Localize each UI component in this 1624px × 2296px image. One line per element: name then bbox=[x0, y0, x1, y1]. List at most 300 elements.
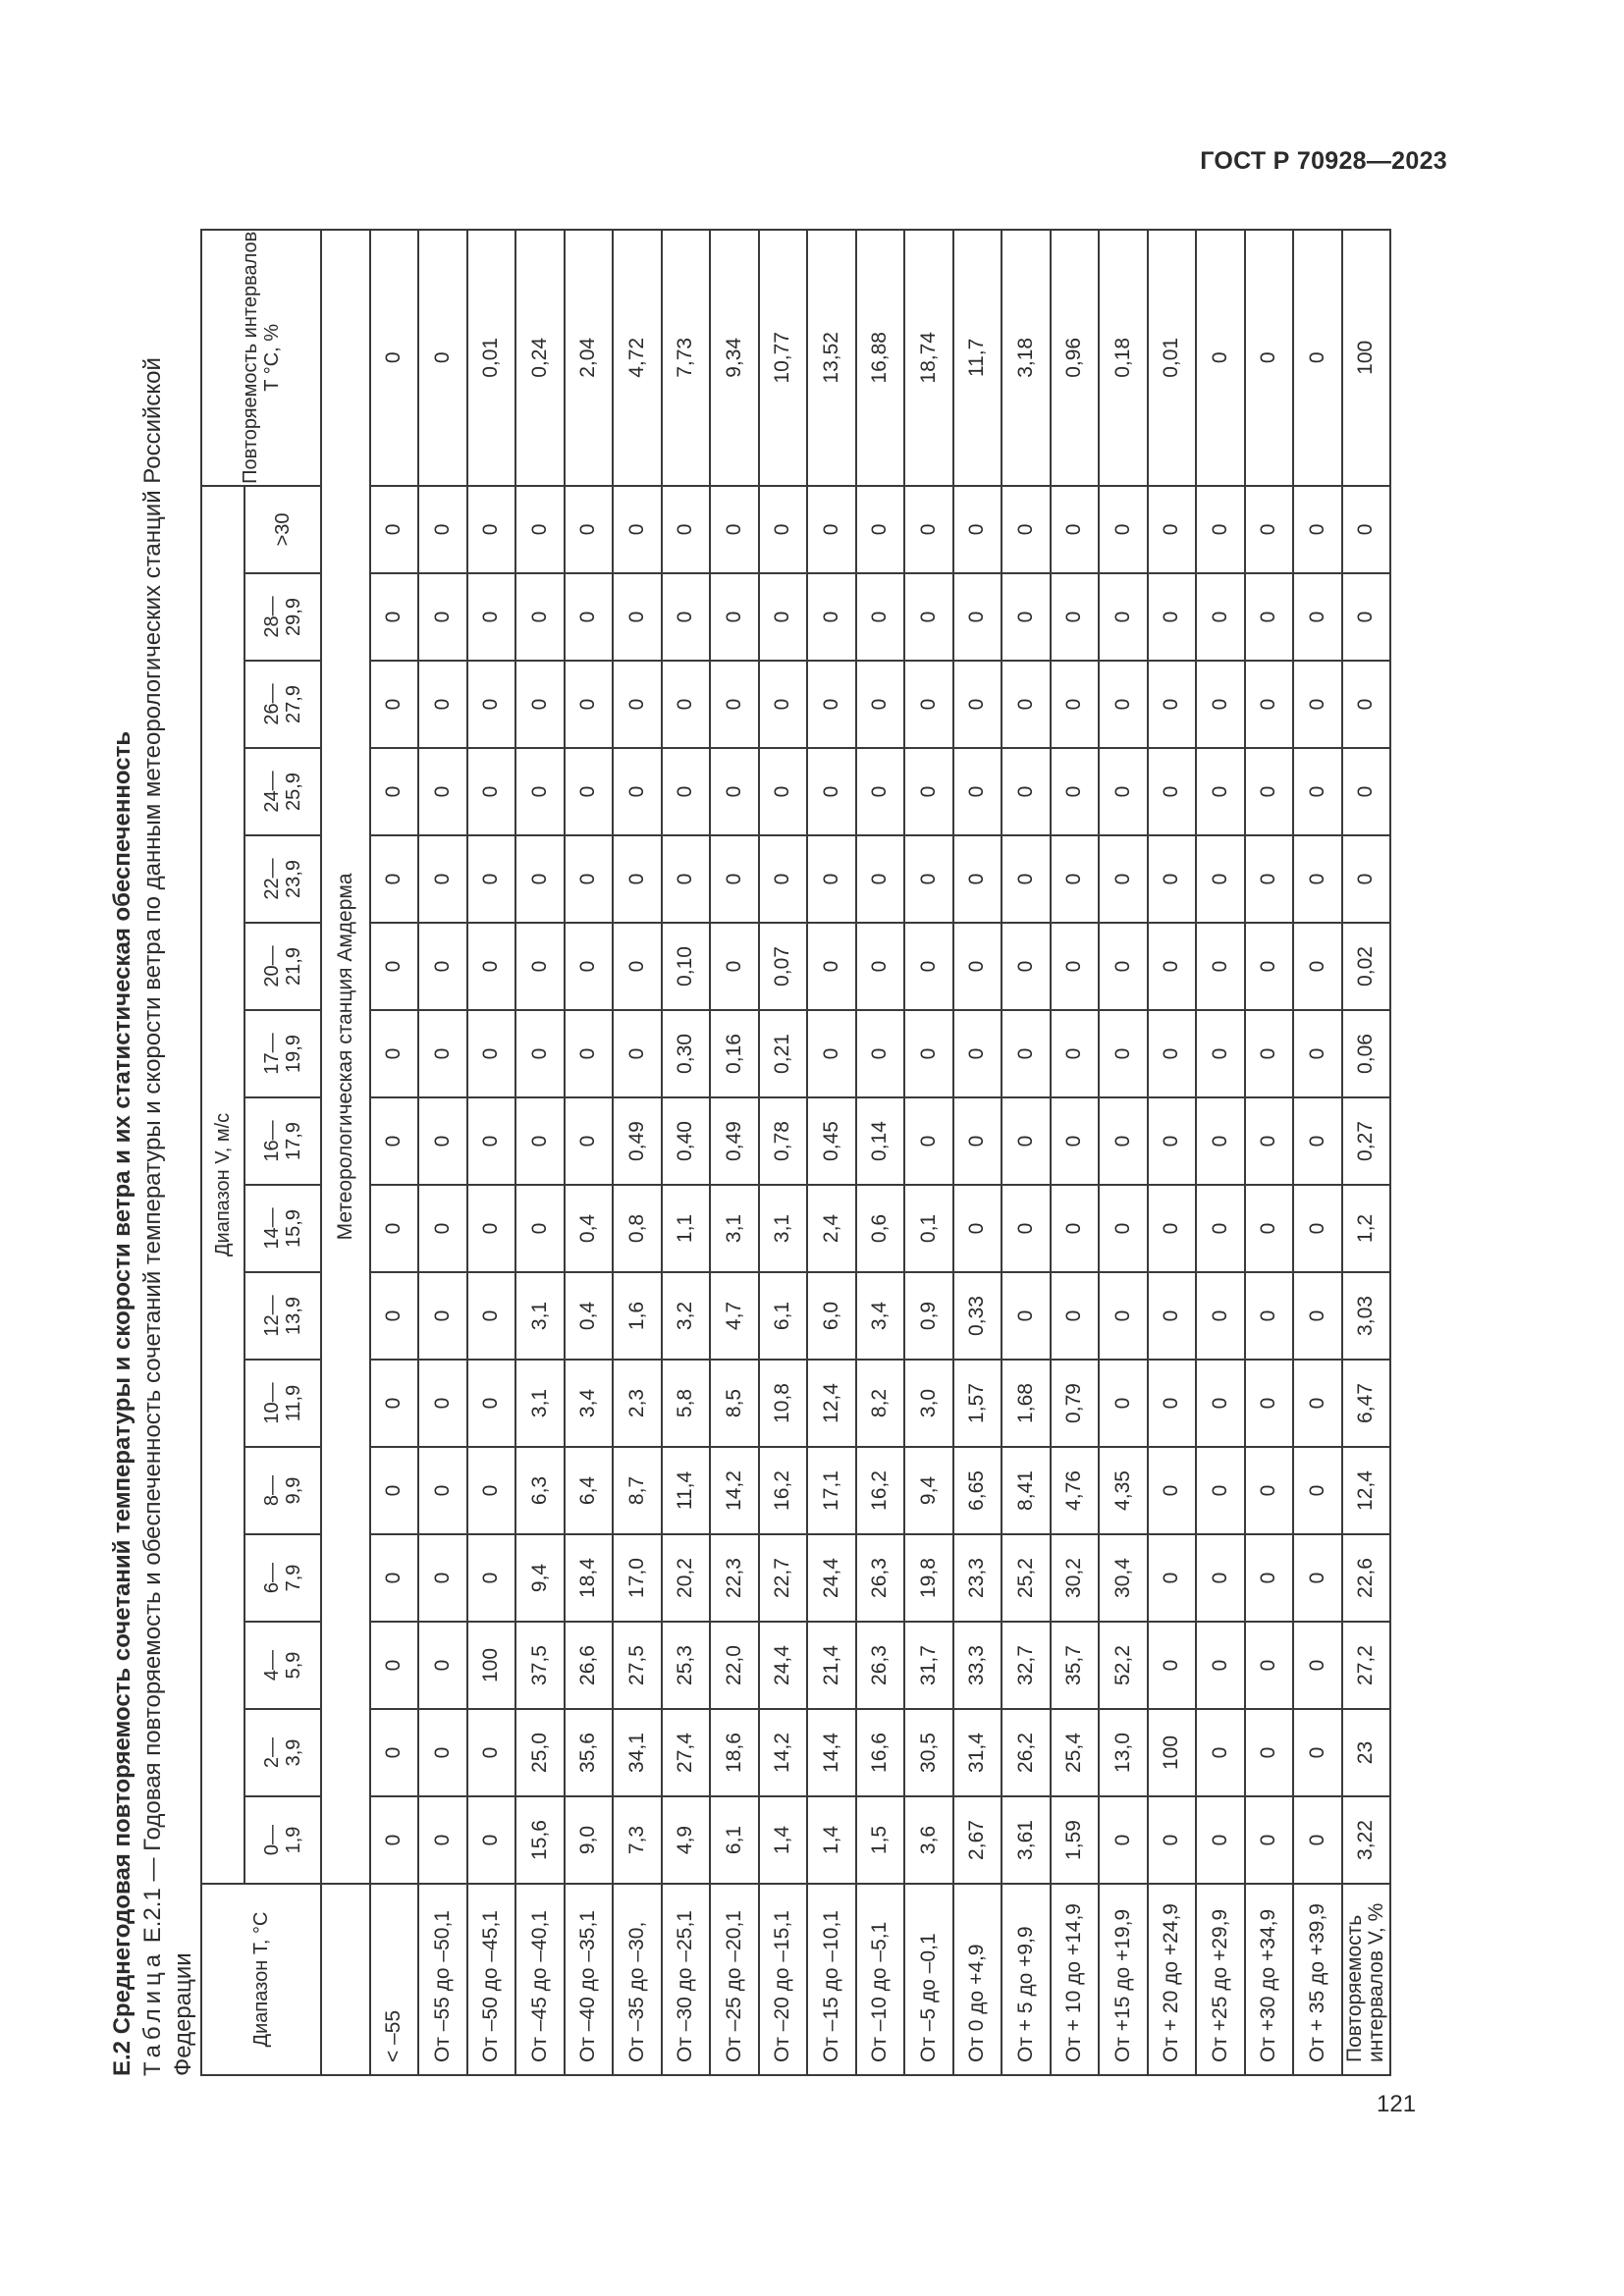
table-cell: 100 bbox=[467, 1622, 516, 1709]
table-cell: 0 bbox=[1148, 573, 1197, 661]
table-cell: 25,4 bbox=[1051, 1709, 1100, 1796]
table-cell: 0 bbox=[1245, 486, 1294, 573]
table-cell: 0,79 bbox=[1051, 1360, 1100, 1447]
table-cell: 11,4 bbox=[662, 1447, 711, 1534]
table-cell: 17,1 bbox=[807, 1447, 856, 1534]
table-cell: 0 bbox=[565, 573, 614, 661]
table-cell: 8,41 bbox=[1001, 1447, 1051, 1534]
table-cell: 0 bbox=[1051, 1010, 1100, 1097]
table-cell: 0 bbox=[467, 486, 516, 573]
table-row bbox=[953, 230, 1002, 2075]
table-cell: 16,2 bbox=[856, 1447, 905, 1534]
table-cell: 2,4 bbox=[807, 1185, 856, 1272]
table-cell: 0 bbox=[1001, 1185, 1051, 1272]
temp-range-header: Диапазон T, °C bbox=[201, 1884, 321, 2075]
row-label: От –40 до –35,1 bbox=[565, 1884, 614, 2075]
table-cell: 0,78 bbox=[759, 1097, 808, 1185]
frequency-cell: 10,77 bbox=[759, 230, 808, 486]
table-cell: 0 bbox=[515, 923, 565, 1010]
table-cell: 3,1 bbox=[710, 1185, 759, 1272]
table-cell: 0 bbox=[515, 486, 565, 573]
table-row bbox=[1148, 230, 1197, 2075]
speed-range-part: 27,9 bbox=[283, 685, 304, 723]
table-cell: 0 bbox=[1342, 835, 1391, 923]
table-cell: 23 bbox=[1342, 1709, 1391, 1796]
table-cell: 0 bbox=[370, 661, 419, 748]
table-cell: 0,40 bbox=[662, 1097, 711, 1185]
table-row bbox=[1293, 230, 1342, 2075]
table-cell: 0 bbox=[370, 1272, 419, 1360]
table-cell: 0 bbox=[710, 486, 759, 573]
table-cell: 0,30 bbox=[662, 1010, 711, 1097]
table-cell: 0 bbox=[1148, 1534, 1197, 1622]
table-cell: 0 bbox=[418, 486, 467, 573]
table-cell: 6,1 bbox=[710, 1796, 759, 1884]
table-cell: 0 bbox=[1001, 923, 1051, 1010]
table-cell: 0 bbox=[467, 835, 516, 923]
table-cell: 0 bbox=[1001, 835, 1051, 923]
table-cell: 0 bbox=[418, 1097, 467, 1185]
table-cell: 0 bbox=[1245, 923, 1294, 1010]
speed-range-part: >30 bbox=[272, 512, 294, 547]
table-cell: 0,4 bbox=[565, 1185, 614, 1272]
table-cell: 0 bbox=[418, 1796, 467, 1884]
table-cell: 0,49 bbox=[710, 1097, 759, 1185]
table-cell: 0 bbox=[1148, 1360, 1197, 1447]
table-cell: 2,67 bbox=[953, 1796, 1002, 1884]
frequency-cell: 3,18 bbox=[1001, 230, 1051, 486]
table-cell: 0 bbox=[418, 1534, 467, 1622]
speed-range-cell bbox=[244, 661, 321, 748]
table-cell: 35,6 bbox=[565, 1709, 614, 1796]
table-cell: 0 bbox=[1001, 1010, 1051, 1097]
table-cell: 0 bbox=[1099, 1010, 1148, 1097]
speed-range-part: 23,9 bbox=[283, 860, 304, 898]
row-label: От 0 до +4,9 bbox=[953, 1884, 1002, 2075]
table-cell: 0 bbox=[856, 573, 905, 661]
table-cell: 7,3 bbox=[613, 1796, 662, 1884]
row-label: От + 20 до +24,9 bbox=[1148, 1884, 1197, 2075]
table-cell: 0,14 bbox=[856, 1097, 905, 1185]
table-row bbox=[1001, 230, 1051, 2075]
table-cell: 0 bbox=[1148, 1447, 1197, 1534]
table-cell: 0 bbox=[467, 1796, 516, 1884]
table-cell: 0 bbox=[759, 748, 808, 835]
table-cell: 0 bbox=[1099, 748, 1148, 835]
table-cell: 0 bbox=[1245, 1622, 1294, 1709]
table-cell: 0 bbox=[467, 1010, 516, 1097]
table-cell: 0 bbox=[1099, 1185, 1148, 1272]
table-cell: 0 bbox=[1051, 923, 1100, 1010]
frequency-cell: 4,72 bbox=[613, 230, 662, 486]
table-row bbox=[613, 230, 662, 2075]
table-row bbox=[904, 230, 953, 2075]
table-cell: 0 bbox=[467, 1709, 516, 1796]
frequency-cell: 0 bbox=[1196, 230, 1245, 486]
speed-range-cell bbox=[244, 1709, 321, 1796]
table-cell: 0 bbox=[1051, 1272, 1100, 1360]
table-cell: 4,76 bbox=[1051, 1447, 1100, 1534]
table-cell: 6,3 bbox=[515, 1447, 565, 1534]
table-row bbox=[856, 230, 905, 2075]
table-cell: 33,3 bbox=[953, 1622, 1002, 1709]
table-cell: 0 bbox=[370, 1360, 419, 1447]
table-cell: 0 bbox=[904, 748, 953, 835]
table-cell: 31,7 bbox=[904, 1622, 953, 1709]
row-label: От + 5 до +9,9 bbox=[1001, 1884, 1051, 2075]
table-cell: 0 bbox=[1293, 748, 1342, 835]
table-cell: 0 bbox=[807, 661, 856, 748]
table-cell: 0 bbox=[613, 1010, 662, 1097]
table-cell: 0 bbox=[1196, 1272, 1245, 1360]
table-cell: 3,1 bbox=[515, 1272, 565, 1360]
table-cell: 0 bbox=[1245, 573, 1294, 661]
table-cell: 24,4 bbox=[759, 1622, 808, 1709]
table-cell: 3,1 bbox=[759, 1185, 808, 1272]
table-cell: 0 bbox=[515, 835, 565, 923]
table-row bbox=[1196, 230, 1245, 2075]
table-cell: 19,8 bbox=[904, 1534, 953, 1622]
table-cell: 0 bbox=[856, 748, 905, 835]
table-cell: 0 bbox=[1293, 1796, 1342, 1884]
table-row bbox=[710, 230, 759, 2075]
table-cell: 1,6 bbox=[613, 1272, 662, 1360]
table-row bbox=[565, 230, 614, 2075]
speed-range-part: 4— bbox=[261, 1649, 283, 1682]
table-cell: 0 bbox=[1245, 1185, 1294, 1272]
row-label: От +15 до +19,9 bbox=[1099, 1884, 1148, 2075]
table-cell: 0 bbox=[856, 1010, 905, 1097]
table-cell: 0 bbox=[613, 661, 662, 748]
table-cell: 0 bbox=[418, 1185, 467, 1272]
table-cell: 52,2 bbox=[1099, 1622, 1148, 1709]
table-cell: 3,03 bbox=[1342, 1272, 1391, 1360]
speed-range-cell bbox=[244, 1447, 321, 1534]
table-cell: 0 bbox=[710, 573, 759, 661]
speed-range-cell bbox=[244, 923, 321, 1010]
table-cell: 0,33 bbox=[953, 1272, 1002, 1360]
table-cell: 0 bbox=[953, 835, 1002, 923]
table-cell: 25,3 bbox=[662, 1622, 711, 1709]
row-label: От –55 до –50,1 bbox=[418, 1884, 467, 2075]
table-cell: 0 bbox=[1148, 486, 1197, 573]
frequency-cell: 0,01 bbox=[1148, 230, 1197, 486]
table-cell: 0 bbox=[953, 486, 1002, 573]
table-cell: 0 bbox=[1148, 1010, 1197, 1097]
table-cell: 0 bbox=[1245, 1796, 1294, 1884]
table-cell: 0 bbox=[467, 1534, 516, 1622]
table-cell: 0 bbox=[904, 661, 953, 748]
table-cell: 0 bbox=[1196, 748, 1245, 835]
table-cell: 0,9 bbox=[904, 1272, 953, 1360]
table-cell: 0 bbox=[418, 1272, 467, 1360]
table-cell: 0 bbox=[1001, 573, 1051, 661]
table-cell: 0 bbox=[1148, 1796, 1197, 1884]
table-cell: 14,2 bbox=[710, 1447, 759, 1534]
table-cell: 0 bbox=[467, 573, 516, 661]
table-cell: 0 bbox=[1148, 1185, 1197, 1272]
table-caption bbox=[137, 231, 198, 2076]
table-cell: 0 bbox=[370, 1622, 419, 1709]
speed-range-part: 3,9 bbox=[283, 1738, 304, 1767]
speed-range-part: 10— bbox=[261, 1382, 283, 1424]
table-cell: 0 bbox=[467, 1447, 516, 1534]
table-cell: 30,4 bbox=[1099, 1534, 1148, 1622]
table-cell: 0 bbox=[807, 748, 856, 835]
table-cell: 25,0 bbox=[515, 1709, 565, 1796]
table-cell: 10,8 bbox=[759, 1360, 808, 1447]
frequency-cell: 100 bbox=[1342, 230, 1391, 486]
table-cell: 26,3 bbox=[856, 1622, 905, 1709]
table-cell: 30,5 bbox=[904, 1709, 953, 1796]
table-cell: 0 bbox=[856, 486, 905, 573]
table-cell: 22,3 bbox=[710, 1534, 759, 1622]
table-cell: 0 bbox=[856, 661, 905, 748]
table-cell: 20,2 bbox=[662, 1534, 711, 1622]
table-cell: 0 bbox=[1196, 661, 1245, 748]
table-row bbox=[759, 230, 808, 2075]
table-caption-text: — Годовая повторяемость и обеспеченность сочетаний температуры и скорости ветра по данным метеорологических станций Российской Федерации bbox=[139, 357, 196, 2076]
row-label: От + 35 до +39,9 bbox=[1293, 1884, 1342, 2075]
frequency-cell: 9,34 bbox=[710, 230, 759, 486]
table-cell: 0 bbox=[1051, 1185, 1100, 1272]
speed-range-part: 13,9 bbox=[283, 1297, 304, 1335]
table-cell: 0 bbox=[662, 573, 711, 661]
frequency-cell: 0,18 bbox=[1099, 230, 1148, 486]
row-label: От +30 до +34,9 bbox=[1245, 1884, 1294, 2075]
table-cell: 14,4 bbox=[807, 1709, 856, 1796]
table-cell: 0 bbox=[1051, 573, 1100, 661]
table-cell: 0 bbox=[1196, 1796, 1245, 1884]
speed-range-part: 22— bbox=[261, 858, 283, 900]
table-cell: 0 bbox=[1196, 1447, 1245, 1534]
table-cell: 0 bbox=[1196, 1709, 1245, 1796]
table-cell: 1,59 bbox=[1051, 1796, 1100, 1884]
table-cell: 0 bbox=[904, 1097, 953, 1185]
table-cell: 0 bbox=[1293, 1709, 1342, 1796]
speed-range-cell bbox=[244, 1360, 321, 1447]
table-cell: 6,1 bbox=[759, 1272, 808, 1360]
table-cell: 21,4 bbox=[807, 1622, 856, 1709]
speed-range-cell bbox=[244, 486, 321, 573]
table-cell: 0 bbox=[1196, 1360, 1245, 1447]
speed-range-part: 14— bbox=[261, 1207, 283, 1250]
table-cell: 0 bbox=[1245, 748, 1294, 835]
table-cell: 0 bbox=[1293, 573, 1342, 661]
table-cell: 0,4 bbox=[565, 1272, 614, 1360]
table-cell: 0 bbox=[418, 1360, 467, 1447]
speed-range-part: 8— bbox=[261, 1474, 283, 1507]
table-cell: 0 bbox=[1196, 573, 1245, 661]
table-cell: 0,27 bbox=[1342, 1097, 1391, 1185]
table-cell: 0 bbox=[370, 1709, 419, 1796]
table-cell: 0 bbox=[953, 923, 1002, 1010]
speed-range-part: 6— bbox=[261, 1562, 283, 1594]
table-cell: 0 bbox=[1196, 486, 1245, 573]
table-cell: 0 bbox=[1293, 1010, 1342, 1097]
table-cell: 0 bbox=[370, 486, 419, 573]
table-cell: 0 bbox=[1148, 923, 1197, 1010]
table-cell: 0 bbox=[565, 1097, 614, 1185]
table-cell: 6,0 bbox=[807, 1272, 856, 1360]
table-cell: 0 bbox=[1099, 486, 1148, 573]
table-cell: 18,4 bbox=[565, 1534, 614, 1622]
table-cell: 0 bbox=[1099, 1796, 1148, 1884]
table-cell: 0 bbox=[1099, 1272, 1148, 1360]
frequency-cell: 0 bbox=[1293, 230, 1342, 486]
table-cell: 4,7 bbox=[710, 1272, 759, 1360]
table-cell: 8,5 bbox=[710, 1360, 759, 1447]
table-cell: 6,4 bbox=[565, 1447, 614, 1534]
table-cell: 0 bbox=[1245, 1272, 1294, 1360]
table-cell: 0 bbox=[1099, 573, 1148, 661]
table-cell: 3,22 bbox=[1342, 1796, 1391, 1884]
table-cell: 0 bbox=[904, 923, 953, 1010]
table-cell: 0 bbox=[467, 1097, 516, 1185]
table-cell: 0 bbox=[565, 748, 614, 835]
table-cell: 0 bbox=[515, 1185, 565, 1272]
table-cell: 0 bbox=[370, 923, 419, 1010]
speed-range-part: 11,9 bbox=[283, 1384, 304, 1422]
speed-range-part: 16— bbox=[261, 1120, 283, 1162]
table-cell: 0 bbox=[418, 923, 467, 1010]
table-cell: 0 bbox=[953, 748, 1002, 835]
frequency-cell: 2,04 bbox=[565, 230, 614, 486]
table-cell: 0 bbox=[759, 573, 808, 661]
row-label: От –45 до –40,1 bbox=[515, 1884, 565, 2075]
speed-range-part: 20— bbox=[261, 945, 283, 988]
table-cell: 0 bbox=[1001, 748, 1051, 835]
table-cell: 0,06 bbox=[1342, 1010, 1391, 1097]
table-cell: 27,4 bbox=[662, 1709, 711, 1796]
speed-range-part: 26— bbox=[261, 683, 283, 725]
table-cell: 16,6 bbox=[856, 1709, 905, 1796]
table-cell: 0 bbox=[418, 835, 467, 923]
table-cell: 22,6 bbox=[1342, 1534, 1391, 1622]
standard-header: ГОСТ Р 70928—2023 bbox=[1200, 147, 1447, 175]
speed-range-cell bbox=[244, 1796, 321, 1884]
table-row bbox=[467, 230, 516, 2075]
table-cell: 0 bbox=[1196, 1622, 1245, 1709]
table-cell: 0 bbox=[1001, 1097, 1051, 1185]
table-cell: 0 bbox=[418, 573, 467, 661]
table-cell: 35,7 bbox=[1051, 1622, 1100, 1709]
table-cell: 0 bbox=[370, 748, 419, 835]
table-cell: 0 bbox=[370, 835, 419, 923]
table-cell: 27,5 bbox=[613, 1622, 662, 1709]
table-cell: 3,2 bbox=[662, 1272, 711, 1360]
table-cell: 16,2 bbox=[759, 1447, 808, 1534]
table-cell: 3,4 bbox=[565, 1360, 614, 1447]
table-cell: 0 bbox=[1148, 835, 1197, 923]
table-cell: 1,5 bbox=[856, 1796, 905, 1884]
table-cell: 0 bbox=[1293, 1447, 1342, 1534]
table-cell: 0,49 bbox=[613, 1097, 662, 1185]
table-cell: 0,21 bbox=[759, 1010, 808, 1097]
table-cell: 0 bbox=[1001, 1272, 1051, 1360]
table-cell: 0 bbox=[515, 661, 565, 748]
row-label: От –15 до –10,1 bbox=[807, 1884, 856, 2075]
table-cell: 3,6 bbox=[904, 1796, 953, 1884]
page-number: 121 bbox=[1377, 2091, 1417, 2117]
table-cell: 0,6 bbox=[856, 1185, 905, 1272]
table-cell: 0 bbox=[1293, 1622, 1342, 1709]
table-cell: 0 bbox=[953, 573, 1002, 661]
table-cell: 0 bbox=[1245, 835, 1294, 923]
table-cell: 0 bbox=[807, 486, 856, 573]
table-cell: 0 bbox=[1342, 486, 1391, 573]
table-cell: 22,0 bbox=[710, 1622, 759, 1709]
table-cell: 0 bbox=[1293, 923, 1342, 1010]
table-cell: 0 bbox=[1293, 1097, 1342, 1185]
table-cell: 0 bbox=[515, 748, 565, 835]
table-cell: 1,2 bbox=[1342, 1185, 1391, 1272]
speed-range-part: 0— bbox=[261, 1824, 283, 1856]
speed-range-cell bbox=[244, 1185, 321, 1272]
table-cell: 26,6 bbox=[565, 1622, 614, 1709]
table-cell: 100 bbox=[1148, 1709, 1197, 1796]
table-cell: 0 bbox=[904, 573, 953, 661]
table-cell: 0 bbox=[759, 486, 808, 573]
speed-range-cell bbox=[244, 835, 321, 923]
table-cell: 0,07 bbox=[759, 923, 808, 1010]
table-cell: 0 bbox=[1293, 835, 1342, 923]
table-row bbox=[1342, 230, 1391, 2075]
table-cell: 0 bbox=[953, 1185, 1002, 1272]
frequency-cell: 0 bbox=[1245, 230, 1294, 486]
speed-range-part: 5,9 bbox=[283, 1651, 304, 1680]
table-cell: 0 bbox=[710, 923, 759, 1010]
table-cell: 0 bbox=[662, 835, 711, 923]
table-cell: 0 bbox=[1293, 661, 1342, 748]
frequency-cell: 16,88 bbox=[856, 230, 905, 486]
table-cell: 0 bbox=[662, 661, 711, 748]
table-cell: 9,0 bbox=[565, 1796, 614, 1884]
table-cell: 0 bbox=[565, 923, 614, 1010]
table-cell: 0 bbox=[467, 1185, 516, 1272]
table-cell: 4,9 bbox=[662, 1796, 711, 1884]
table-cell: 14,2 bbox=[759, 1709, 808, 1796]
speed-range-part: 1,9 bbox=[283, 1826, 304, 1854]
table-cell: 9,4 bbox=[904, 1447, 953, 1534]
row-label: От –20 до –15,1 bbox=[759, 1884, 808, 2075]
table-cell: 0 bbox=[613, 573, 662, 661]
frequency-cell: 7,73 bbox=[662, 230, 711, 486]
table-cell: 0 bbox=[1196, 1010, 1245, 1097]
table-cell: 0 bbox=[467, 661, 516, 748]
speed-range-part: 25,9 bbox=[283, 773, 304, 811]
speed-range-cell bbox=[244, 1010, 321, 1097]
speed-range-cell bbox=[244, 1622, 321, 1709]
table-cell: 0 bbox=[1245, 1360, 1294, 1447]
data-table bbox=[200, 229, 1391, 2076]
row-label: От –30 до –25,1 bbox=[662, 1884, 711, 2075]
table-cell: 0 bbox=[1196, 1185, 1245, 1272]
table-cell: 0 bbox=[1245, 1534, 1294, 1622]
table-cell: 4,35 bbox=[1099, 1447, 1148, 1534]
table-cell: 0 bbox=[904, 486, 953, 573]
table-cell: 30,2 bbox=[1051, 1534, 1100, 1622]
table-cell: 8,2 bbox=[856, 1360, 905, 1447]
frequency-cell: 0 bbox=[418, 230, 467, 486]
table-cell: 0 bbox=[1245, 1097, 1294, 1185]
table-cell: 0 bbox=[856, 923, 905, 1010]
table-cell: 0 bbox=[370, 1534, 419, 1622]
table-cell: 0 bbox=[904, 835, 953, 923]
table-cell: 0 bbox=[807, 835, 856, 923]
table-row bbox=[1099, 230, 1148, 2075]
table-cell: 18,6 bbox=[710, 1709, 759, 1796]
